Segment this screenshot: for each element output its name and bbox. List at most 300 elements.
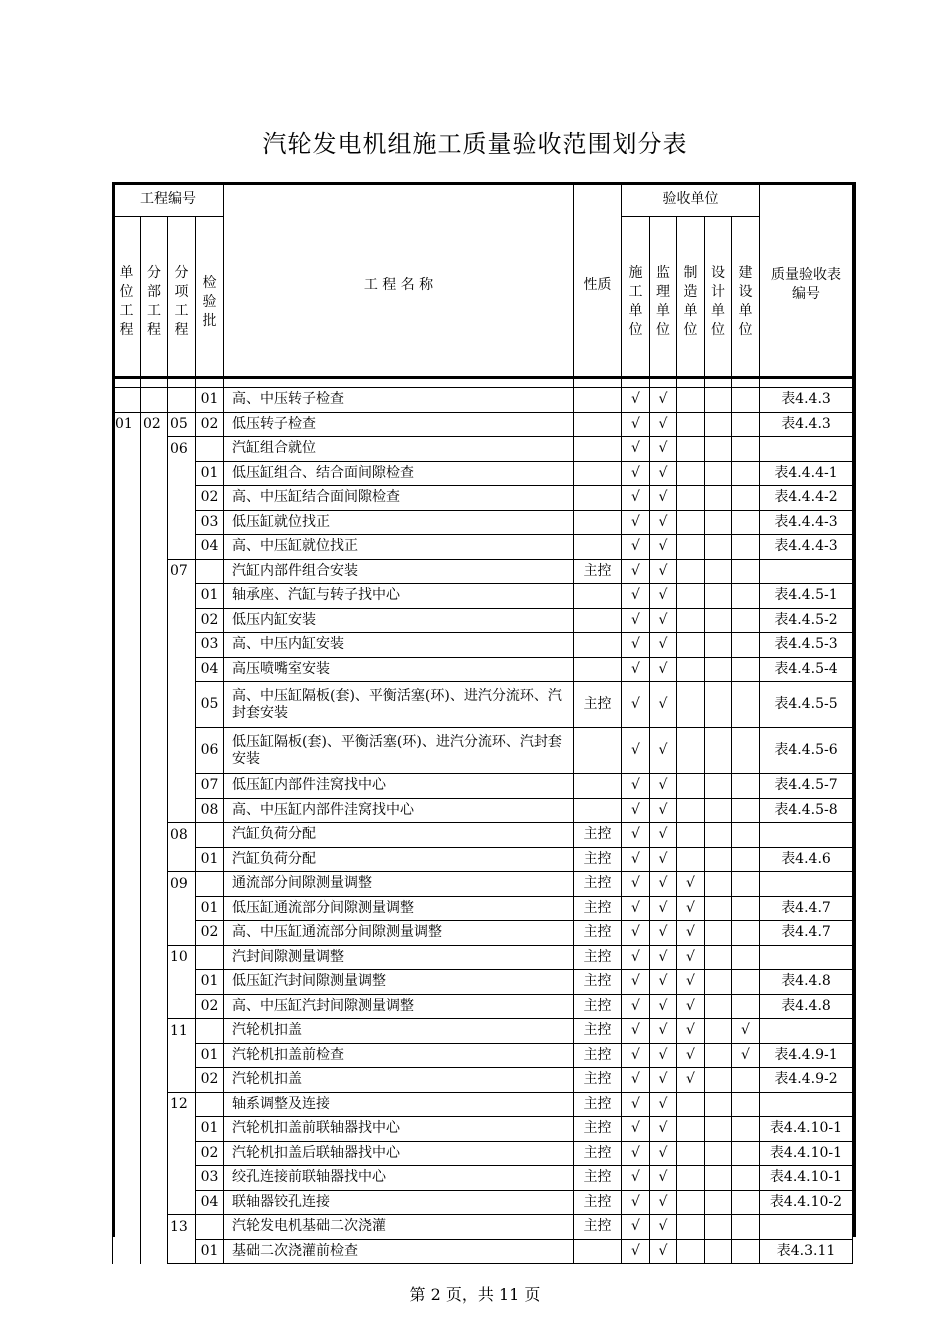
form-number: 表4.3.11 <box>760 1239 853 1264</box>
table-row <box>113 1092 853 1117</box>
check-manufacture <box>677 608 705 633</box>
check-manufacture <box>677 1215 705 1240</box>
item-name: 基础二次浇灌前检查 <box>224 1239 574 1264</box>
check-supervision: √ <box>650 657 677 682</box>
unit-code <box>113 728 141 774</box>
division-code <box>141 608 168 633</box>
unit-code <box>113 921 141 946</box>
unit-code <box>113 559 141 584</box>
unit-code <box>113 535 141 560</box>
division-code <box>141 823 168 848</box>
check-owner <box>732 1068 760 1093</box>
division-code <box>141 1239 168 1264</box>
nature-cell: 主控 <box>574 1166 622 1191</box>
check-owner <box>732 994 760 1019</box>
check-design <box>705 584 732 609</box>
check-design <box>705 1166 732 1191</box>
check-manufacture <box>677 584 705 609</box>
check-owner <box>732 1239 760 1264</box>
item-code: 12 <box>168 1092 196 1117</box>
check-manufacture <box>677 1239 705 1264</box>
check-owner <box>732 1215 760 1240</box>
form-number: 表4.4.9-1 <box>760 1043 853 1068</box>
check-manufacture <box>677 412 705 437</box>
check-design <box>705 847 732 872</box>
division-code <box>141 461 168 486</box>
header-sub-division: 分部工程 <box>141 217 168 388</box>
item-name: 高、中压内缸安装 <box>224 633 574 658</box>
lot-code: 02 <box>196 994 224 1019</box>
check-owner <box>732 728 760 774</box>
check-design <box>705 437 732 462</box>
item-code <box>168 510 196 535</box>
lot-code: 01 <box>196 847 224 872</box>
check-owner <box>732 872 760 897</box>
form-number: 表4.4.8 <box>760 994 853 1019</box>
table-row <box>113 872 853 897</box>
check-design <box>705 682 732 728</box>
check-supervision: √ <box>650 921 677 946</box>
lot-code <box>196 1092 224 1117</box>
check-design <box>705 1043 732 1068</box>
check-design <box>705 945 732 970</box>
lot-code: 08 <box>196 798 224 823</box>
nature-cell <box>574 535 622 560</box>
unit-code <box>113 1239 141 1264</box>
check-construction: √ <box>622 798 650 823</box>
form-number: 表4.4.5-1 <box>760 584 853 609</box>
item-code <box>168 535 196 560</box>
check-owner <box>732 896 760 921</box>
check-construction: √ <box>622 461 650 486</box>
table-row <box>113 510 853 535</box>
check-design <box>705 608 732 633</box>
check-supervision: √ <box>650 1166 677 1191</box>
item-code <box>168 896 196 921</box>
lot-code <box>196 1019 224 1044</box>
division-code <box>141 1019 168 1044</box>
check-design <box>705 921 732 946</box>
division-code <box>141 633 168 658</box>
nature-cell <box>574 388 622 413</box>
check-supervision: √ <box>650 728 677 774</box>
check-owner <box>732 510 760 535</box>
check-supervision: √ <box>650 847 677 872</box>
unit-code <box>113 486 141 511</box>
division-code <box>141 1092 168 1117</box>
item-name: 高、中压缸通流部分间隙测量调整 <box>224 921 574 946</box>
lot-code: 04 <box>196 1190 224 1215</box>
nature-cell: 主控 <box>574 1043 622 1068</box>
lot-code: 02 <box>196 486 224 511</box>
table-row <box>113 437 853 462</box>
item-name: 汽缸负荷分配 <box>224 847 574 872</box>
item-name: 高、中压缸就位找正 <box>224 535 574 560</box>
check-supervision: √ <box>650 608 677 633</box>
check-supervision: √ <box>650 1117 677 1142</box>
check-construction: √ <box>622 970 650 995</box>
form-number: 表4.4.5-2 <box>760 608 853 633</box>
form-number: 表4.4.9-2 <box>760 1068 853 1093</box>
form-number: 表4.4.5-4 <box>760 657 853 682</box>
check-supervision: √ <box>650 412 677 437</box>
check-manufacture: √ <box>677 921 705 946</box>
check-manufacture <box>677 535 705 560</box>
check-construction: √ <box>622 1215 650 1240</box>
form-number: 表4.4.4-2 <box>760 486 853 511</box>
check-supervision: √ <box>650 1239 677 1264</box>
check-supervision: √ <box>650 1190 677 1215</box>
division-code <box>141 510 168 535</box>
lot-code: 02 <box>196 1141 224 1166</box>
form-number: 表4.4.3 <box>760 388 853 413</box>
unit-code <box>113 1166 141 1191</box>
nature-cell: 主控 <box>574 1141 622 1166</box>
nature-cell <box>574 461 622 486</box>
check-construction: √ <box>622 774 650 799</box>
form-number: 表4.4.6 <box>760 847 853 872</box>
lot-code: 01 <box>196 896 224 921</box>
lot-code <box>196 437 224 462</box>
nature-cell <box>574 798 622 823</box>
division-code <box>141 388 168 413</box>
check-manufacture <box>677 847 705 872</box>
check-owner <box>732 657 760 682</box>
nature-cell <box>574 728 622 774</box>
check-owner <box>732 388 760 413</box>
item-name: 汽轮机扣盖前检查 <box>224 1043 574 1068</box>
check-supervision: √ <box>650 823 677 848</box>
page-title: 汽轮发电机组施工质量验收范围划分表 <box>262 130 688 158</box>
check-construction: √ <box>622 633 650 658</box>
lot-code <box>196 823 224 848</box>
table-row <box>113 847 853 872</box>
form-number: 表4.4.5-6 <box>760 728 853 774</box>
header-project-name: 工 程 名 称 <box>224 183 574 388</box>
lot-code: 04 <box>196 657 224 682</box>
check-manufacture <box>677 1190 705 1215</box>
unit-code <box>113 461 141 486</box>
nature-cell: 主控 <box>574 682 622 728</box>
table-row <box>113 896 853 921</box>
table-row <box>113 970 853 995</box>
item-code <box>168 584 196 609</box>
check-owner <box>732 535 760 560</box>
header-design: 设计单位 <box>705 217 732 388</box>
check-manufacture: √ <box>677 1019 705 1044</box>
header-supervision: 监理单位 <box>650 217 677 388</box>
division-code <box>141 535 168 560</box>
nature-cell: 主控 <box>574 823 622 848</box>
item-code <box>168 633 196 658</box>
check-construction: √ <box>622 412 650 437</box>
item-name: 高、中压转子检查 <box>224 388 574 413</box>
check-manufacture <box>677 1117 705 1142</box>
item-name: 汽轮发电机基础二次浇灌 <box>224 1215 574 1240</box>
lot-code: 07 <box>196 774 224 799</box>
header-acceptance-units: 验收单位 <box>622 183 760 217</box>
check-owner <box>732 1166 760 1191</box>
lot-code <box>196 945 224 970</box>
division-code <box>141 872 168 897</box>
item-code <box>168 657 196 682</box>
nature-cell <box>574 608 622 633</box>
header-sub-item: 分项工程 <box>168 217 196 388</box>
table-row <box>113 798 853 823</box>
check-manufacture <box>677 486 705 511</box>
check-manufacture <box>677 774 705 799</box>
division-code <box>141 921 168 946</box>
check-construction: √ <box>622 559 650 584</box>
form-number: 表4.4.4-3 <box>760 535 853 560</box>
nature-cell <box>574 1239 622 1264</box>
division-code <box>141 1141 168 1166</box>
check-design <box>705 633 732 658</box>
nature-cell: 主控 <box>574 945 622 970</box>
unit-code <box>113 774 141 799</box>
item-name: 汽轮机扣盖 <box>224 1019 574 1044</box>
check-design <box>705 657 732 682</box>
check-owner <box>732 945 760 970</box>
check-owner <box>732 921 760 946</box>
nature-cell: 主控 <box>574 994 622 1019</box>
lot-code: 03 <box>196 633 224 658</box>
item-code <box>168 1117 196 1142</box>
division-code <box>141 1068 168 1093</box>
form-number: 表4.4.10-1 <box>760 1117 853 1142</box>
form-number: 表4.4.10-1 <box>760 1166 853 1191</box>
item-name: 联轴器铰孔连接 <box>224 1190 574 1215</box>
check-manufacture <box>677 823 705 848</box>
item-code: 06 <box>168 437 196 462</box>
header-nature: 性质 <box>574 183 622 388</box>
check-supervision: √ <box>650 945 677 970</box>
check-design <box>705 798 732 823</box>
division-code <box>141 657 168 682</box>
check-manufacture <box>677 510 705 535</box>
check-manufacture: √ <box>677 896 705 921</box>
table-row <box>113 1190 853 1215</box>
check-owner <box>732 486 760 511</box>
item-name: 低压转子检查 <box>224 412 574 437</box>
table-row <box>113 728 853 774</box>
check-construction: √ <box>622 1239 650 1264</box>
nature-cell: 主控 <box>574 847 622 872</box>
division-code <box>141 970 168 995</box>
nature-cell: 主控 <box>574 559 622 584</box>
unit-code <box>113 1092 141 1117</box>
table-row <box>113 774 853 799</box>
item-name: 轴承座、汽缸与转子找中心 <box>224 584 574 609</box>
check-supervision: √ <box>650 1092 677 1117</box>
form-number: 表4.4.5-5 <box>760 682 853 728</box>
form-number: 表4.4.8 <box>760 970 853 995</box>
unit-code <box>113 1141 141 1166</box>
check-owner <box>732 559 760 584</box>
check-supervision: √ <box>650 486 677 511</box>
check-construction: √ <box>622 1117 650 1142</box>
lot-code: 04 <box>196 535 224 560</box>
check-design <box>705 1092 732 1117</box>
check-supervision: √ <box>650 1215 677 1240</box>
check-design <box>705 728 732 774</box>
check-construction: √ <box>622 823 650 848</box>
check-owner <box>732 584 760 609</box>
check-owner <box>732 608 760 633</box>
check-manufacture <box>677 728 705 774</box>
lot-code: 06 <box>196 728 224 774</box>
nature-cell <box>574 657 622 682</box>
check-construction: √ <box>622 1068 650 1093</box>
header-row-1 <box>113 183 853 217</box>
check-supervision: √ <box>650 437 677 462</box>
nature-cell: 主控 <box>574 970 622 995</box>
nature-cell: 主控 <box>574 872 622 897</box>
check-construction: √ <box>622 657 650 682</box>
unit-code <box>113 584 141 609</box>
check-construction: √ <box>622 535 650 560</box>
table-row <box>113 1043 853 1068</box>
division-code <box>141 1190 168 1215</box>
lot-code: 01 <box>196 388 224 413</box>
check-owner <box>732 1117 760 1142</box>
table-row <box>113 1215 853 1240</box>
unit-code: 01 <box>113 412 141 437</box>
check-owner <box>732 1092 760 1117</box>
item-name: 低压缸组合、结合面间隙检查 <box>224 461 574 486</box>
nature-cell <box>574 437 622 462</box>
item-name: 汽缸组合就位 <box>224 437 574 462</box>
nature-cell <box>574 633 622 658</box>
item-code <box>168 1190 196 1215</box>
check-manufacture: √ <box>677 945 705 970</box>
header-unit-project: 单位工程 <box>113 217 141 388</box>
nature-cell: 主控 <box>574 1190 622 1215</box>
lot-code: 02 <box>196 412 224 437</box>
table-row <box>113 584 853 609</box>
check-supervision: √ <box>650 970 677 995</box>
check-owner <box>732 412 760 437</box>
nature-cell <box>574 510 622 535</box>
check-construction: √ <box>622 872 650 897</box>
item-name: 汽轮机扣盖后联轴器找中心 <box>224 1141 574 1166</box>
check-design <box>705 1141 732 1166</box>
check-construction: √ <box>622 510 650 535</box>
check-design <box>705 823 732 848</box>
check-construction: √ <box>622 388 650 413</box>
check-construction: √ <box>622 847 650 872</box>
check-owner <box>732 437 760 462</box>
item-code <box>168 1141 196 1166</box>
form-number: 表4.4.10-1 <box>760 1141 853 1166</box>
division-code <box>141 559 168 584</box>
item-code: 13 <box>168 1215 196 1240</box>
check-supervision: √ <box>650 633 677 658</box>
check-construction: √ <box>622 945 650 970</box>
check-design <box>705 872 732 897</box>
unit-code <box>113 847 141 872</box>
form-number: 表4.4.4-3 <box>760 510 853 535</box>
form-number: 表4.4.3 <box>760 412 853 437</box>
check-construction: √ <box>622 1092 650 1117</box>
check-construction: √ <box>622 896 650 921</box>
item-name: 汽缸负荷分配 <box>224 823 574 848</box>
lot-code: 01 <box>196 1043 224 1068</box>
division-code <box>141 774 168 799</box>
check-manufacture <box>677 798 705 823</box>
unit-code <box>113 633 141 658</box>
unit-code <box>113 1117 141 1142</box>
item-name: 高、中压缸隔板(套)、平衡活塞(环)、进汽分流环、汽封套安装 <box>224 682 574 728</box>
check-manufacture <box>677 559 705 584</box>
item-code <box>168 388 196 413</box>
item-name: 低压缸隔板(套)、平衡活塞(环)、进汽分流环、汽封套安装 <box>224 728 574 774</box>
check-construction: √ <box>622 1166 650 1191</box>
header-manufacture: 制造单位 <box>677 217 705 388</box>
table-row <box>113 1141 853 1166</box>
division-code <box>141 945 168 970</box>
check-manufacture <box>677 388 705 413</box>
division-code <box>141 1215 168 1240</box>
item-code: 11 <box>168 1019 196 1044</box>
table-row <box>113 945 853 970</box>
check-owner <box>732 1141 760 1166</box>
lot-code: 01 <box>196 970 224 995</box>
check-design <box>705 1215 732 1240</box>
table-row <box>113 994 853 1019</box>
nature-cell: 主控 <box>574 1215 622 1240</box>
division-code <box>141 728 168 774</box>
item-code: 10 <box>168 945 196 970</box>
unit-code <box>113 945 141 970</box>
division-code <box>141 437 168 462</box>
check-construction: √ <box>622 921 650 946</box>
check-supervision: √ <box>650 1019 677 1044</box>
form-number: 表4.4.4-1 <box>760 461 853 486</box>
item-code <box>168 608 196 633</box>
item-code <box>168 1166 196 1191</box>
check-owner <box>732 823 760 848</box>
item-name: 低压缸内部件洼窝找中心 <box>224 774 574 799</box>
item-name: 高、中压缸结合面间隙检查 <box>224 486 574 511</box>
check-supervision: √ <box>650 896 677 921</box>
check-manufacture <box>677 1141 705 1166</box>
item-name: 轴系调整及连接 <box>224 1092 574 1117</box>
item-name: 高、中压缸汽封间隙测量调整 <box>224 994 574 1019</box>
unit-code <box>113 994 141 1019</box>
check-supervision: √ <box>650 1141 677 1166</box>
table-row <box>113 486 853 511</box>
unit-code <box>113 872 141 897</box>
item-code <box>168 774 196 799</box>
form-number <box>760 559 853 584</box>
check-manufacture <box>677 1092 705 1117</box>
check-design <box>705 1117 732 1142</box>
check-manufacture: √ <box>677 1043 705 1068</box>
check-design <box>705 510 732 535</box>
check-supervision: √ <box>650 388 677 413</box>
check-design <box>705 896 732 921</box>
division-code <box>141 994 168 1019</box>
check-design <box>705 774 732 799</box>
item-code: 05 <box>168 412 196 437</box>
form-number <box>760 945 853 970</box>
check-owner <box>732 1190 760 1215</box>
nature-cell <box>574 774 622 799</box>
unit-code <box>113 1215 141 1240</box>
form-number <box>760 437 853 462</box>
check-supervision: √ <box>650 798 677 823</box>
